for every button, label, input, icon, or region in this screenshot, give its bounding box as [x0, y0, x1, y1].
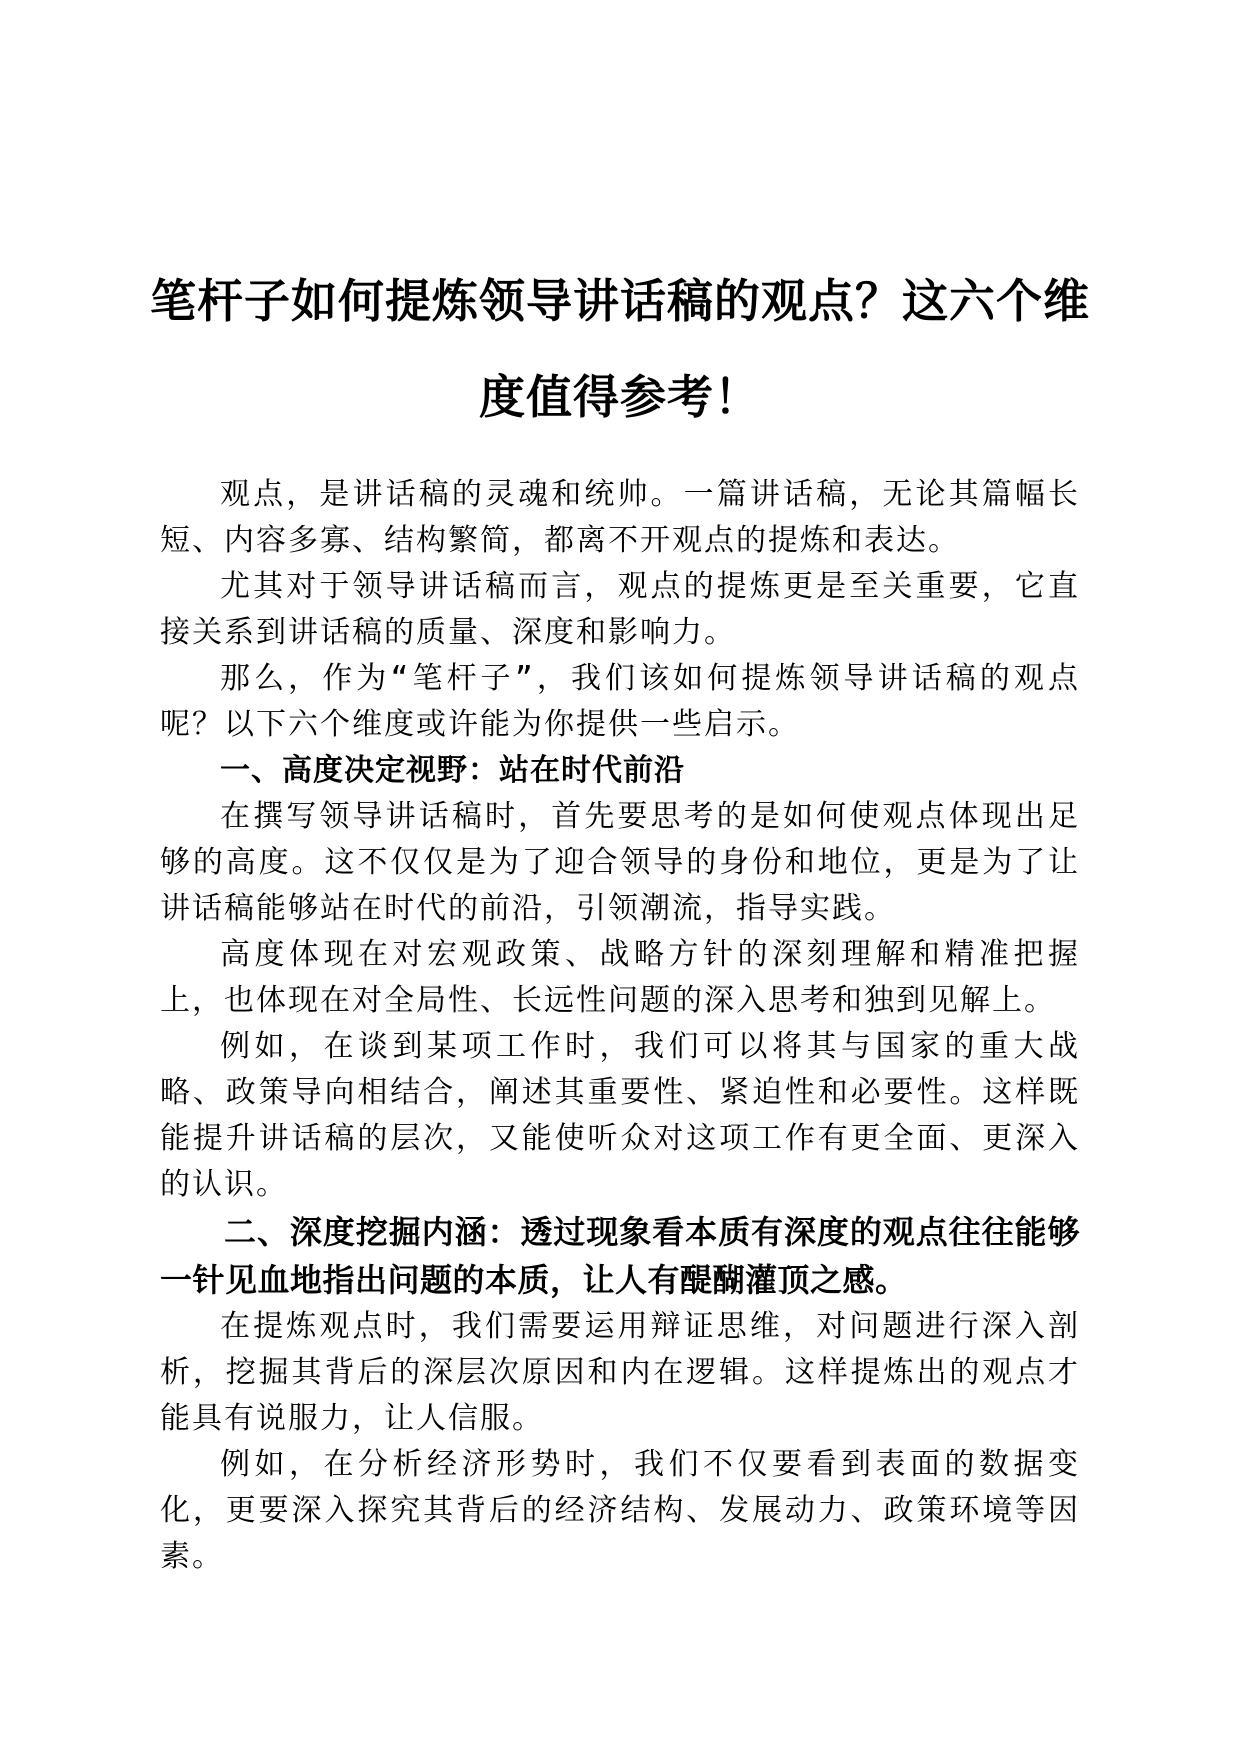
section-heading: 二、深度挖掘内涵：透过现象看本质有深度的观点往往能够一针见血地指出问题的本质，让人有醍醐灌顶之感。 [160, 1213, 1080, 1299]
document-title [150, 253, 1090, 445]
title-line-2: 度值得参考！ [479, 369, 761, 424]
paragraph: 例如，在谈到某项工作时，我们可以将其与国家的重大战略、政策导向相结合，阐述其重要性、紧迫性和必要性。这样既能提升讲话稿的层次，又能使听众对这项工作有更全面、更深入的认识。 [160, 1029, 1080, 1202]
paragraph: 尤其对于领导讲话稿而言，观点的提炼更是至关重要，它直接关系到讲话稿的质量、深度和影响力。 [160, 569, 1080, 650]
paragraph: 例如，在分析经济形势时，我们不仅要看到表面的数据变化，更要深入探究其背后的经济结构、发展动力、政策环境等因素。 [160, 1447, 1080, 1574]
paragraph: 那么，作为“笔杆子”，我们该如何提炼领导讲话稿的观点呢？以下六个维度或许能为你提供一些启示。 [160, 661, 1080, 742]
title-line-1: 笔杆子如何提炼领导讲话稿的观点？这六个维 [150, 273, 1090, 328]
paragraph: 在提炼观点时，我们需要运用辩证思维，对问题进行深入剖析，挖掘其背后的深层次原因和内在逻辑。这样提炼出的观点才能具有说服力，让人信服。 [160, 1309, 1080, 1436]
paragraph: 在撰写领导讲话稿时，首先要思考的是如何使观点体现出足够的高度。这不仅仅是为了迎合领导的身份和地位，更是为了让讲话稿能够站在时代的前沿，引领潮流，指导实践。 [160, 799, 1080, 926]
paragraph: 高度体现在对宏观政策、战略方针的深刻理解和精准把握上，也体现在对全局性、长远性问题的深入思考和独到见解上。 [160, 937, 1080, 1018]
document-body [160, 472, 1080, 1580]
section-heading: 一、高度决定视野：站在时代前沿 [220, 753, 685, 788]
paragraph: 观点，是讲话稿的灵魂和统帅。一篇讲话稿，无论其篇幅长短、内容多寡、结构繁简，都离不开观点的提炼和表达。 [160, 477, 1080, 558]
